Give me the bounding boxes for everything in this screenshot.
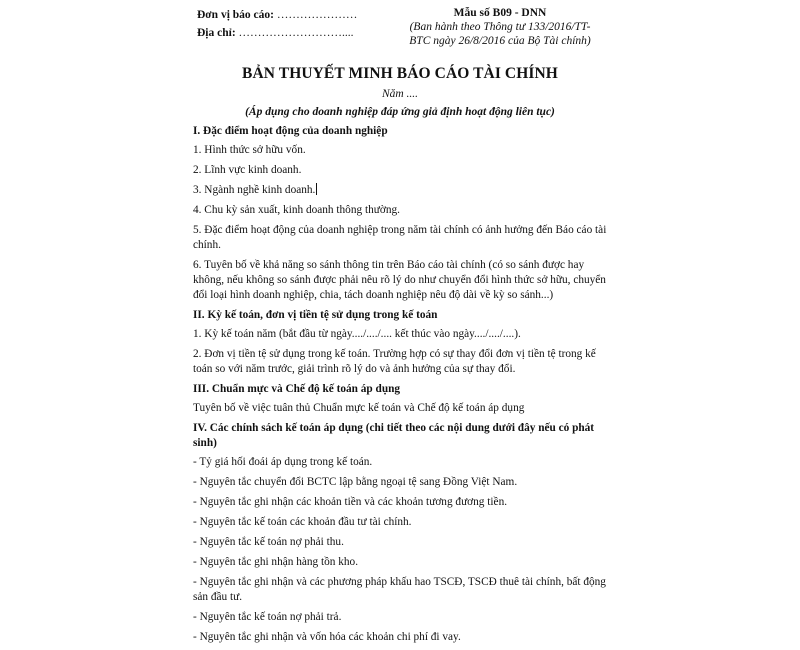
legal-basis-line-2: BTC ngày 26/8/2016 của Bộ Tài chính) — [409, 35, 591, 47]
unit-line — [197, 6, 357, 24]
year-line: Năm .... — [381, 88, 419, 100]
s4-item: - Nguyên tắc kế toán nợ phải trả. — [193, 611, 342, 623]
s4-item: - Nguyên tắc ghi nhận và vốn hóa các khoản chi phí đi vay. — [193, 631, 461, 643]
s2-item: 1. Kỳ kế toán năm (bắt đầu từ ngày..../..../.... kết thúc vào ngày..../..../....). — [193, 328, 521, 340]
text-cursor — [316, 183, 317, 195]
address-label: Địa chỉ: — [197, 27, 236, 39]
s4-item: - Nguyên tắc ghi nhận các khoản tiền và các khoản tương đương tiền. — [193, 496, 508, 508]
s4-item: - Tỷ giá hối đoái áp dụng trong kế toán. — [193, 456, 373, 468]
applicability-note: (Áp dụng cho doanh nghiệp đáp ứng giả định hoạt động liên tục) — [245, 106, 555, 118]
unit-label: Đơn vị báo cáo: — [197, 9, 274, 21]
section-1-heading: I. Đặc điểm hoạt động của doanh nghiệp — [193, 125, 388, 137]
form-number: Mẫu số B09 - DNN — [453, 7, 547, 19]
s4-item: - Nguyên tắc ghi nhận hàng tồn kho. — [193, 556, 359, 568]
s1-item: 5. Đặc điểm hoạt động của doanh nghiệp trong năm tài chính có ảnh hưởng đến Báo cáo tài chính. — [193, 224, 607, 251]
s1-item: 6. Tuyên bố về khả năng so sánh thông tin trên Báo cáo tài chính (có so sánh được hay không, nếu không so sánh được phải nêu rõ lý do như chuyển đổi hình thức sở hữu, chuyển đổi loại hình doanh nghiệp, chia, tách doanh nghiệp nêu độ dài về kỳ so sánh...) — [193, 259, 606, 301]
s1-item-with-cursor — [193, 183, 613, 198]
s1-item: 2. Lĩnh vực kinh doanh. — [193, 164, 302, 176]
unit-dots: ………………… — [273, 9, 358, 21]
s1-item: 1. Hình thức sở hữu vốn. — [193, 144, 306, 156]
s1-item: 4. Chu kỳ sản xuất, kinh doanh thông thường. — [193, 204, 400, 216]
s4-item: - Nguyên tắc chuyển đổi BCTC lập bằng ngoại tệ sang Đồng Việt Nam. — [193, 476, 518, 488]
reporting-unit-block — [197, 6, 357, 42]
s4-item: - Nguyên tắc kế toán các khoản đầu tư tài chính. — [193, 516, 412, 528]
document-body — [193, 122, 613, 650]
address-line — [197, 24, 357, 42]
section-2-heading: II. Kỳ kế toán, đơn vị tiền tệ sử dụng trong kế toán — [193, 309, 438, 321]
form-number-block — [400, 6, 600, 48]
address-dots: ……………………….... — [235, 27, 354, 39]
s3-text: Tuyên bố về việc tuân thủ Chuẩn mực kế toán và Chế độ kế toán áp dụng — [193, 402, 525, 414]
section-4-heading: IV. Các chính sách kế toán áp dụng (chi tiết theo các nội dung dưới đây nếu có phát sinh) — [193, 422, 595, 449]
s4-item: - Nguyên tắc ghi nhận và các phương pháp khấu hao TSCĐ, TSCĐ thuê tài chính, bất động sản đầu tư. — [193, 576, 606, 603]
s2-item: 2. Đơn vị tiền tệ sử dụng trong kế toán. Trường hợp có sự thay đổi đơn vị tiền tệ trong kế toán so với năm trước, giải trình rõ lý do và ảnh hưởng của sự thay đổi. — [193, 348, 596, 375]
legal-basis-line-1: (Ban hành theo Thông tư 133/2016/TT- — [409, 21, 591, 33]
document-title: BẢN THUYẾT MINH BÁO CÁO TÀI CHÍNH — [242, 65, 558, 82]
s1-item-text: 3. Ngành nghề kinh doanh. — [193, 184, 316, 196]
section-3-heading: III. Chuẩn mực và Chế độ kế toán áp dụng — [193, 383, 401, 395]
s4-item: - Nguyên tắc kế toán nợ phải thu. — [193, 536, 344, 548]
